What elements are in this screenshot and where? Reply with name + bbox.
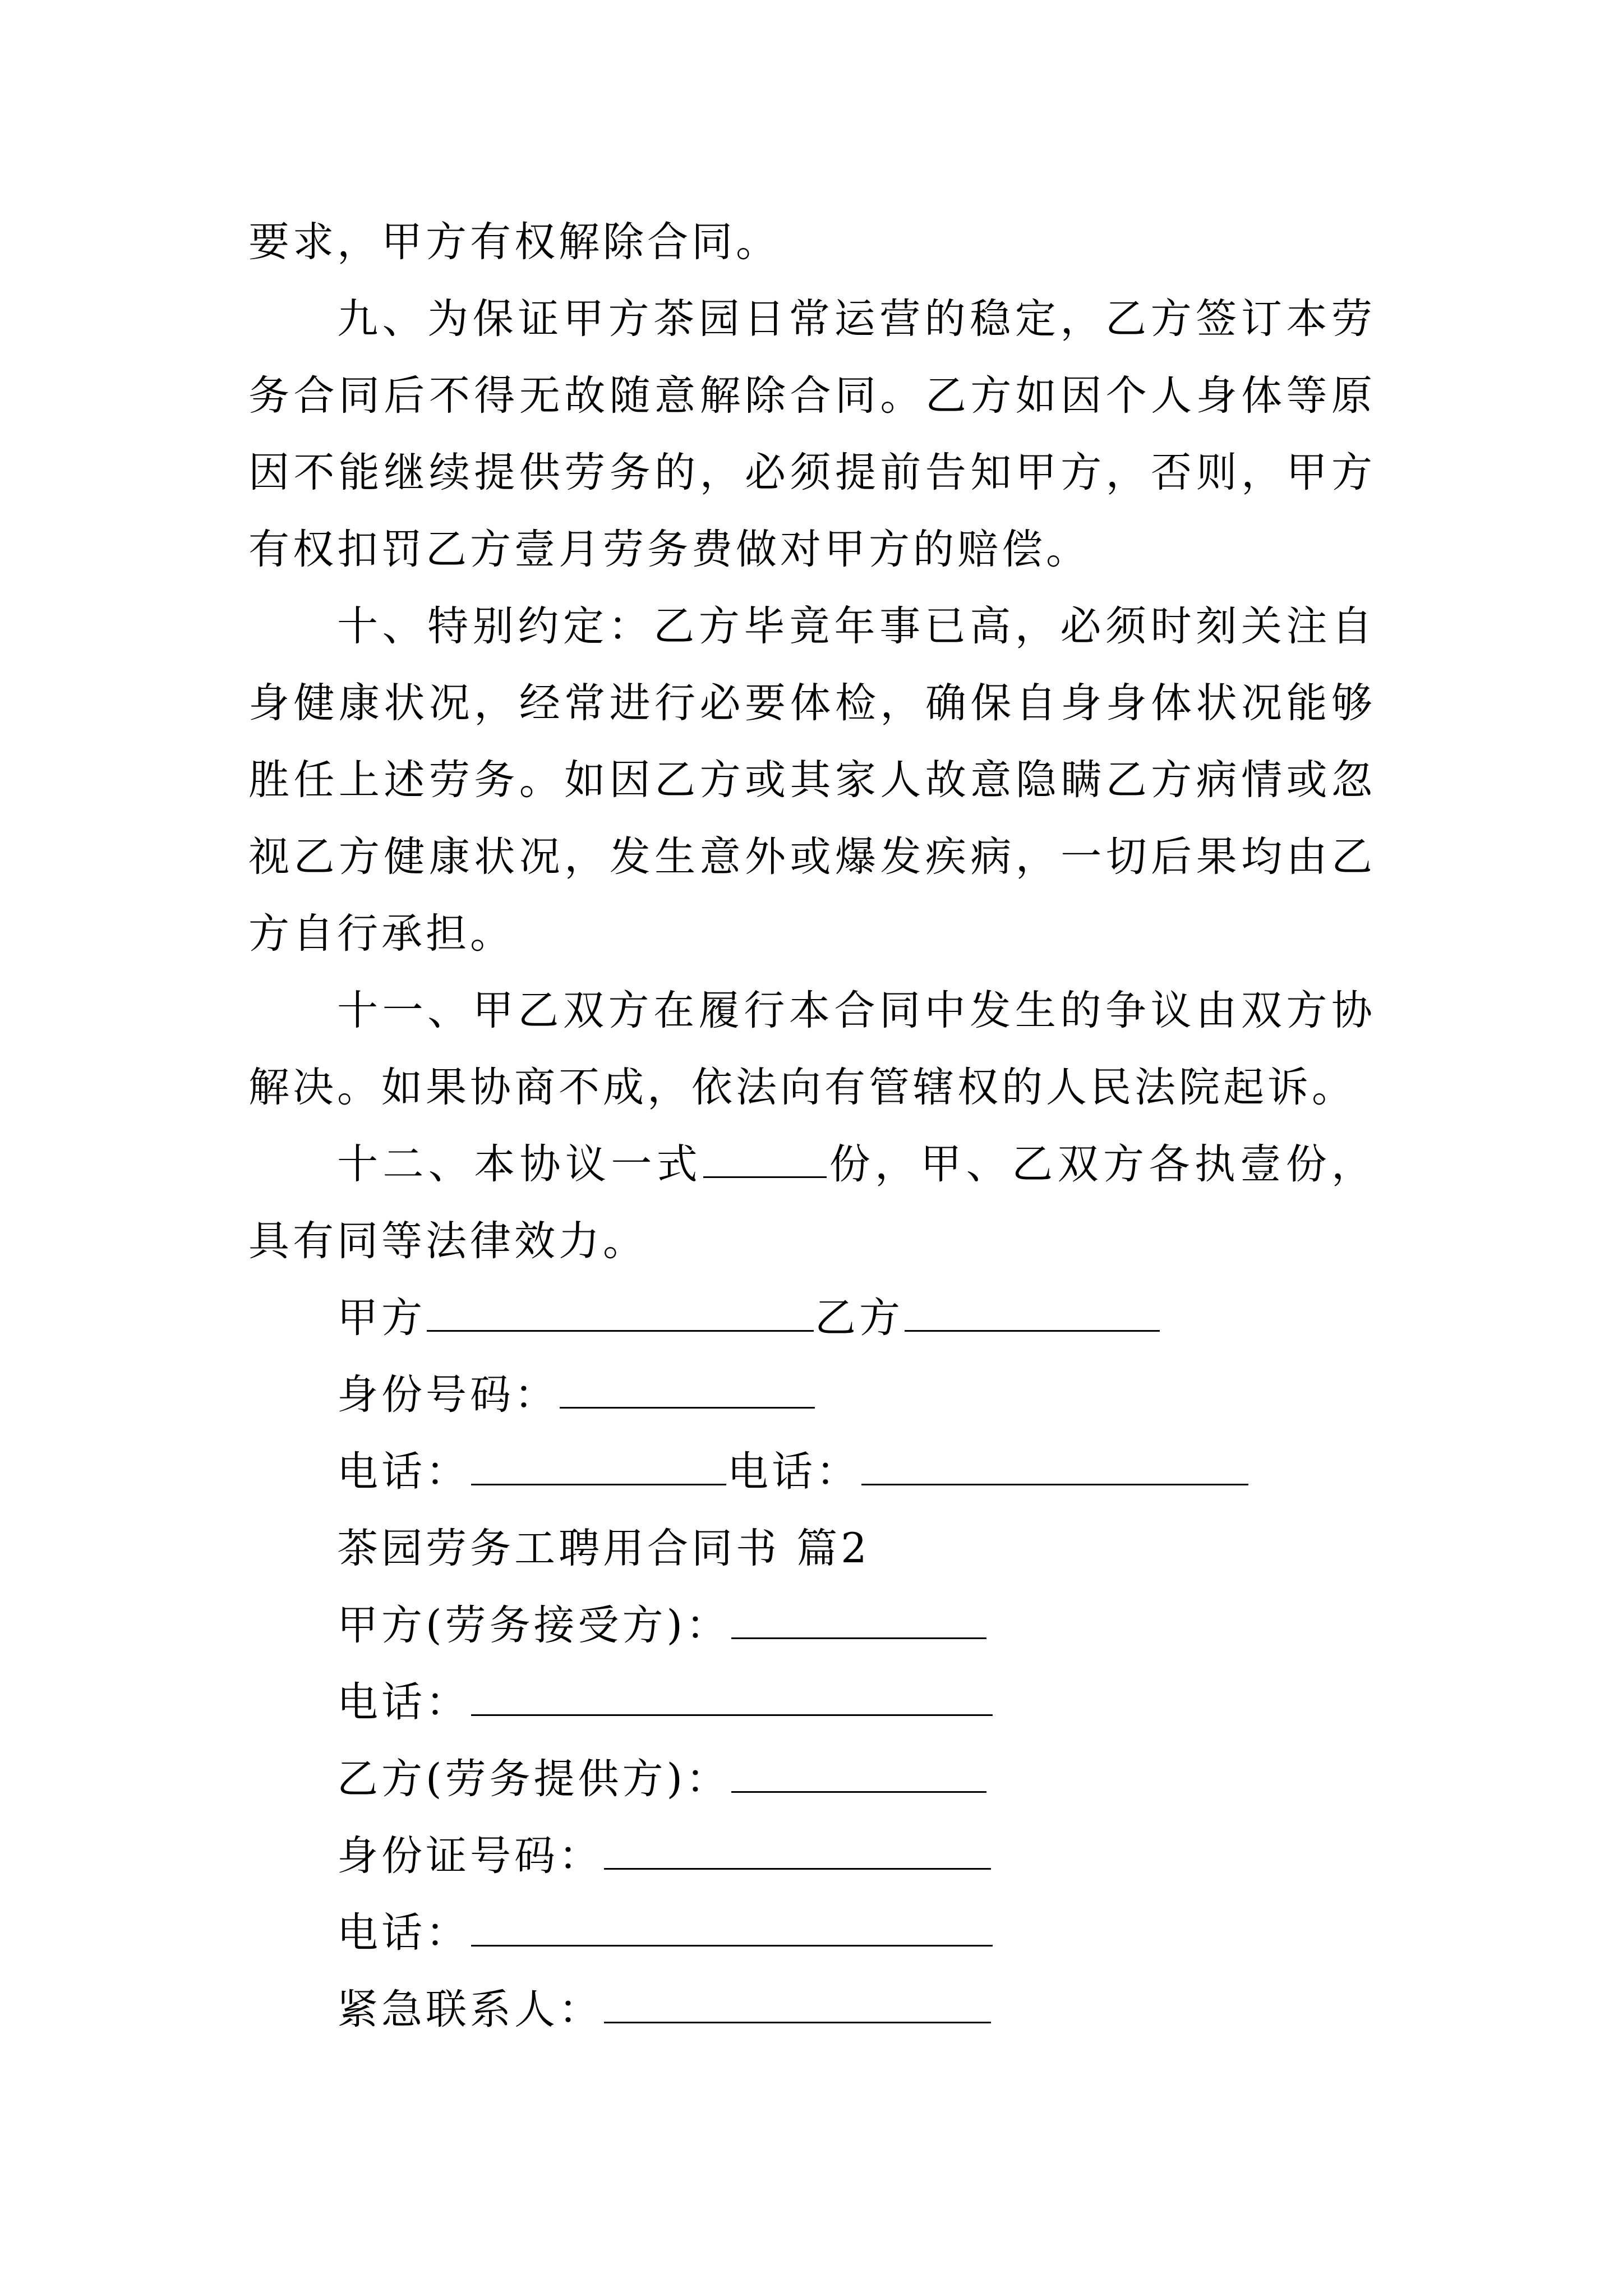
party-a-label: 甲方 (337, 1294, 426, 1342)
document-body (248, 204, 1376, 2048)
section-2-title: 茶园劳务工聘用合同书 篇2 (337, 1525, 870, 1572)
clause-9: 九、为保证甲方茶园日常运营的稳定，乙方签订本劳务合同后不得无故随意解除合同。乙方如因个人身体等原因不能继续提供劳务的，必须提前告知甲方，否则，甲方有权扣罚乙方壹月劳务费做对甲方的赔偿。 (248, 295, 1376, 573)
clause-12-text-before: 十二、本协议一式 (337, 1140, 703, 1188)
party-a-blank (427, 1297, 814, 1332)
clause-10: 十、特别约定：乙方毕竟年事已高，必须时刻关注自身健康状况，经常进行必要体检，确保自身身体状况能够胜任上述劳务。如因乙方或其家人故意隐瞒乙方病情或忽视乙方健康状况，发生意外或爆发疾病，一切后果均由乙方自行承担。 (248, 602, 1376, 958)
signature-parties-line (248, 1280, 1376, 1356)
clause-12-text-after: 份，甲、乙双方各执壹份，具有同等法律效力。 (248, 1140, 1376, 1265)
copies-count-blank (703, 1144, 827, 1178)
section-2-emergency-blank (604, 1989, 991, 2023)
phone-a-label: 电话： (337, 1448, 470, 1496)
section-2-id-label: 身份证号码： (337, 1832, 603, 1880)
section-2-phone-blank-1 (471, 1682, 993, 1716)
party-b-blank (905, 1297, 1160, 1332)
section-2-id-line (248, 1818, 1376, 1894)
section-2-phone-line-1 (248, 1664, 1376, 1741)
clause-12 (248, 1126, 1376, 1280)
section-2-phone-label-1: 电话： (337, 1678, 470, 1726)
section-2-party-b-blank (731, 1759, 986, 1793)
clause-11: 十一、甲乙双方在履行本合同中发生的争议由双方协解决。如果协商不成，依法向有管辖权的人民法院起诉。 (248, 987, 1376, 1111)
phones-line (248, 1433, 1376, 1510)
section-2-party-a-line (248, 1587, 1376, 1664)
section-2-phone-label-2: 电话： (337, 1909, 470, 1957)
section-2-party-b-line (248, 1741, 1376, 1818)
id-number-label: 身份号码： (337, 1371, 559, 1419)
phone-a-blank (471, 1451, 726, 1485)
id-number-blank (560, 1374, 815, 1409)
id-number-line (248, 1356, 1376, 1433)
phone-b-blank (861, 1451, 1248, 1485)
section-2-id-blank (604, 1835, 991, 1870)
section-2-emergency-line (248, 1971, 1376, 2048)
section-2-phone-line-2 (248, 1894, 1376, 1971)
section-2-party-b-label: 乙方(劳务提供方)： (337, 1755, 730, 1803)
party-b-label: 乙方 (815, 1294, 903, 1342)
section-2-party-a-label: 甲方(劳务接受方)： (337, 1602, 730, 1649)
phone-b-label: 电话： (727, 1448, 860, 1496)
paragraph-8-ending: 要求，甲方有权解除合同。 (248, 218, 780, 266)
section-2-emergency-label: 紧急联系人： (337, 1986, 603, 2033)
section-2-phone-blank-2 (471, 1912, 993, 1947)
section-2-party-a-blank (731, 1605, 986, 1639)
